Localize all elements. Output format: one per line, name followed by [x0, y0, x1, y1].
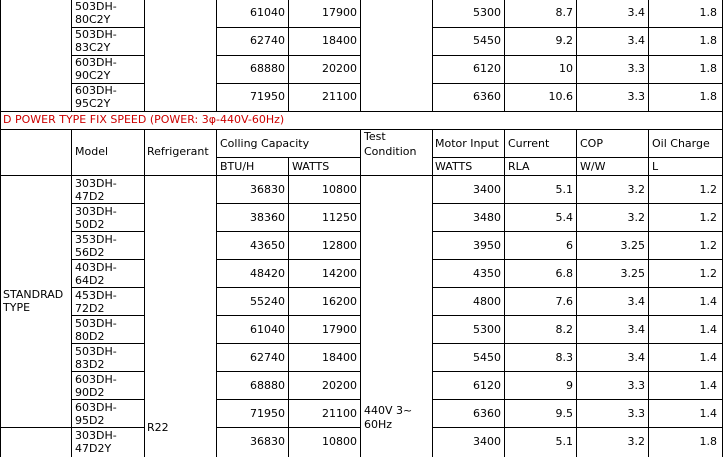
motor-watts-cell: 6120	[473, 379, 501, 392]
group-label-line2: TYPE	[3, 301, 31, 314]
model-cell-line2: 64D2	[75, 274, 105, 287]
grid-line	[432, 203, 722, 204]
oil-cell: 1.8	[699, 62, 717, 75]
model-cell-line1: 503DH-	[75, 345, 117, 358]
header-current: Current	[508, 137, 550, 150]
motor-watts-cell: 6360	[473, 407, 501, 420]
model-cell-line1: 603DH-	[75, 401, 117, 414]
btu-cell: 68880	[250, 379, 285, 392]
cop-cell: 3.4	[627, 323, 645, 336]
cop-cell: 3.2	[627, 211, 645, 224]
grid-line	[71, 129, 72, 457]
oil-cell: 1.4	[699, 351, 717, 364]
cop-cell: 3.3	[627, 407, 645, 420]
watts-cell: 21100	[322, 407, 357, 420]
rla-cell: 7.6	[555, 295, 573, 308]
header-test-condition-line1: Test	[364, 130, 386, 143]
oil-cell: 1.4	[699, 295, 717, 308]
watts-cell: 20200	[322, 62, 357, 75]
cop-cell: 3.4	[627, 295, 645, 308]
btu-cell: 61040	[250, 323, 285, 336]
grid-line	[71, 343, 144, 344]
grid-line	[432, 371, 722, 372]
model-cell-line2: 80C2Y	[75, 13, 111, 26]
model-cell-line2: 90D2	[75, 386, 105, 399]
rla-cell: 9.5	[555, 407, 573, 420]
test-condition-value-line1: 440V 3~	[364, 404, 413, 417]
rla-cell: 8.3	[555, 351, 573, 364]
grid-line	[432, 427, 722, 428]
oil-cell: 1.2	[699, 267, 717, 280]
grid-line	[432, 287, 722, 288]
btu-cell: 68880	[250, 62, 285, 75]
motor-watts-cell: 4800	[473, 295, 501, 308]
model-cell-line1: 303DH-	[75, 205, 117, 218]
cop-cell: 3.4	[627, 34, 645, 47]
grid-line	[0, 427, 144, 428]
cop-cell: 3.25	[620, 239, 645, 252]
watts-cell: 18400	[322, 34, 357, 47]
model-cell-line2: 95D2	[75, 414, 105, 427]
group-label-line1: STANDRAD	[3, 288, 64, 301]
grid-line	[432, 83, 722, 84]
cop-cell: 3.3	[627, 379, 645, 392]
watts-cell: 21100	[322, 90, 357, 103]
oil-cell: 1.4	[699, 323, 717, 336]
motor-watts-cell: 3480	[473, 211, 501, 224]
motor-watts-cell: 6360	[473, 90, 501, 103]
cop-cell: 3.4	[627, 6, 645, 19]
grid-line	[71, 287, 144, 288]
model-cell-line2: 83C2Y	[75, 41, 111, 54]
grid-line	[71, 371, 144, 372]
cop-cell: 3.2	[627, 183, 645, 196]
rla-cell: 8.7	[555, 6, 573, 19]
test-condition-value-line2: 60Hz	[364, 418, 393, 431]
grid-line	[432, 157, 722, 158]
grid-line	[0, 0, 1, 457]
model-cell-line1: 503DH-	[75, 28, 117, 41]
watts-cell: 14200	[322, 267, 357, 280]
btu-cell: 38360	[250, 211, 285, 224]
oil-cell: 1.8	[699, 90, 717, 103]
model-cell-line1: 353DH-	[75, 233, 117, 246]
btu-cell: 36830	[250, 435, 285, 448]
model-cell-line2: 80D2	[75, 330, 105, 343]
oil-cell: 1.4	[699, 407, 717, 420]
grid-line	[71, 231, 144, 232]
rla-cell: 6	[566, 239, 573, 252]
btu-cell: 62740	[250, 34, 285, 47]
btu-cell: 36830	[250, 183, 285, 196]
motor-watts-cell: 3400	[473, 435, 501, 448]
model-cell-line1: 603DH-	[75, 373, 117, 386]
btu-cell: 55240	[250, 295, 285, 308]
watts-cell: 17900	[322, 6, 357, 19]
grid-line	[0, 111, 723, 112]
watts-cell: 16200	[322, 295, 357, 308]
motor-watts-cell: 5450	[473, 34, 501, 47]
btu-cell: 43650	[250, 239, 285, 252]
grid-line	[432, 315, 722, 316]
grid-line	[432, 259, 722, 260]
cop-cell: 3.4	[627, 351, 645, 364]
cop-cell: 3.2	[627, 435, 645, 448]
grid-line	[71, 259, 144, 260]
watts-cell: 18400	[322, 351, 357, 364]
header-cooling-capacity: Colling Capacity	[220, 137, 310, 150]
header-motor-input: Motor Input	[435, 137, 499, 150]
section-title: D POWER TYPE FIX SPEED (POWER: 3φ-440V-60Hz)	[3, 113, 285, 126]
header-model: Model	[75, 145, 109, 158]
model-cell-line1: 453DH-	[75, 289, 117, 302]
btu-cell: 71950	[250, 407, 285, 420]
header-unit-rla: RLA	[508, 160, 530, 173]
motor-watts-cell: 4350	[473, 267, 501, 280]
rla-cell: 8.2	[555, 323, 573, 336]
model-cell-line2: 90C2Y	[75, 69, 111, 82]
header-cop: COP	[580, 137, 603, 150]
refrigerant-value: R22	[147, 421, 169, 434]
grid-line	[432, 55, 722, 56]
grid-line	[432, 399, 722, 400]
grid-line	[144, 0, 145, 111]
rla-cell: 9.2	[555, 34, 573, 47]
model-cell-line2: 72D2	[75, 302, 105, 315]
motor-watts-cell: 5450	[473, 351, 501, 364]
grid-line	[71, 399, 144, 400]
cop-cell: 3.3	[627, 90, 645, 103]
header-test-condition-line2: Condition	[364, 145, 417, 158]
btu-cell: 62740	[250, 351, 285, 364]
btu-cell: 71950	[250, 90, 285, 103]
rla-cell: 5.4	[555, 211, 573, 224]
grid-line	[0, 175, 723, 176]
model-cell-line1: 503DH-	[75, 0, 117, 13]
watts-cell: 17900	[322, 323, 357, 336]
motor-watts-cell: 5300	[473, 323, 501, 336]
model-cell-line2: 47D2	[75, 190, 105, 203]
rla-cell: 10	[559, 62, 573, 75]
grid-line	[360, 0, 361, 111]
model-cell-line1: 503DH-	[75, 317, 117, 330]
model-cell-line2: 56D2	[75, 246, 105, 259]
watts-cell: 20200	[322, 379, 357, 392]
oil-cell: 1.8	[699, 6, 717, 19]
model-cell-line2: 50D2	[75, 218, 105, 231]
grid-line	[432, 343, 722, 344]
grid-line	[144, 129, 145, 457]
model-cell-line1: 303DH-	[75, 429, 117, 442]
model-cell-line1: 403DH-	[75, 261, 117, 274]
cop-cell: 3.25	[620, 267, 645, 280]
motor-watts-cell: 6120	[473, 62, 501, 75]
oil-cell: 1.2	[699, 211, 717, 224]
watts-cell: 10800	[322, 183, 357, 196]
motor-watts-cell: 5300	[473, 6, 501, 19]
grid-line	[71, 315, 144, 316]
grid-line	[71, 203, 144, 204]
header-unit-cop: W/W	[580, 160, 606, 173]
model-cell-line2: 83D2	[75, 358, 105, 371]
oil-cell: 1.4	[699, 379, 717, 392]
rla-cell: 6.8	[555, 267, 573, 280]
model-cell-line2: 95C2Y	[75, 97, 111, 110]
oil-cell: 1.8	[699, 34, 717, 47]
oil-cell: 1.2	[699, 183, 717, 196]
rla-cell: 5.1	[555, 183, 573, 196]
model-cell-line1: 303DH-	[75, 177, 117, 190]
btu-cell: 61040	[250, 6, 285, 19]
btu-cell: 48420	[250, 267, 285, 280]
grid-line	[432, 27, 722, 28]
grid-line	[0, 129, 723, 130]
model-cell-line1: 603DH-	[75, 84, 117, 97]
rla-cell: 10.6	[548, 90, 573, 103]
grid-line	[360, 129, 361, 457]
grid-line	[432, 231, 722, 232]
header-unit-watts: WATTS	[292, 160, 330, 173]
motor-watts-cell: 3950	[473, 239, 501, 252]
watts-cell: 11250	[322, 211, 357, 224]
header-unit-oil: L	[652, 160, 659, 173]
oil-cell: 1.2	[699, 239, 717, 252]
model-cell-line1: 603DH-	[75, 56, 117, 69]
header-oil-charge: Oil Charge	[652, 137, 710, 150]
oil-cell: 1.8	[699, 435, 717, 448]
grid-line	[71, 0, 72, 111]
cop-cell: 3.3	[627, 62, 645, 75]
header-unit-motor-watts: WATTS	[435, 160, 473, 173]
rla-cell: 9	[566, 379, 573, 392]
model-cell-line2: 47D2Y	[75, 442, 112, 455]
watts-cell: 12800	[322, 239, 357, 252]
header-unit-btu: BTU/H	[220, 160, 255, 173]
header-refrigerant: Refrigerant	[147, 145, 209, 158]
watts-cell: 10800	[322, 435, 357, 448]
rla-cell: 5.1	[555, 435, 573, 448]
motor-watts-cell: 3400	[473, 183, 501, 196]
